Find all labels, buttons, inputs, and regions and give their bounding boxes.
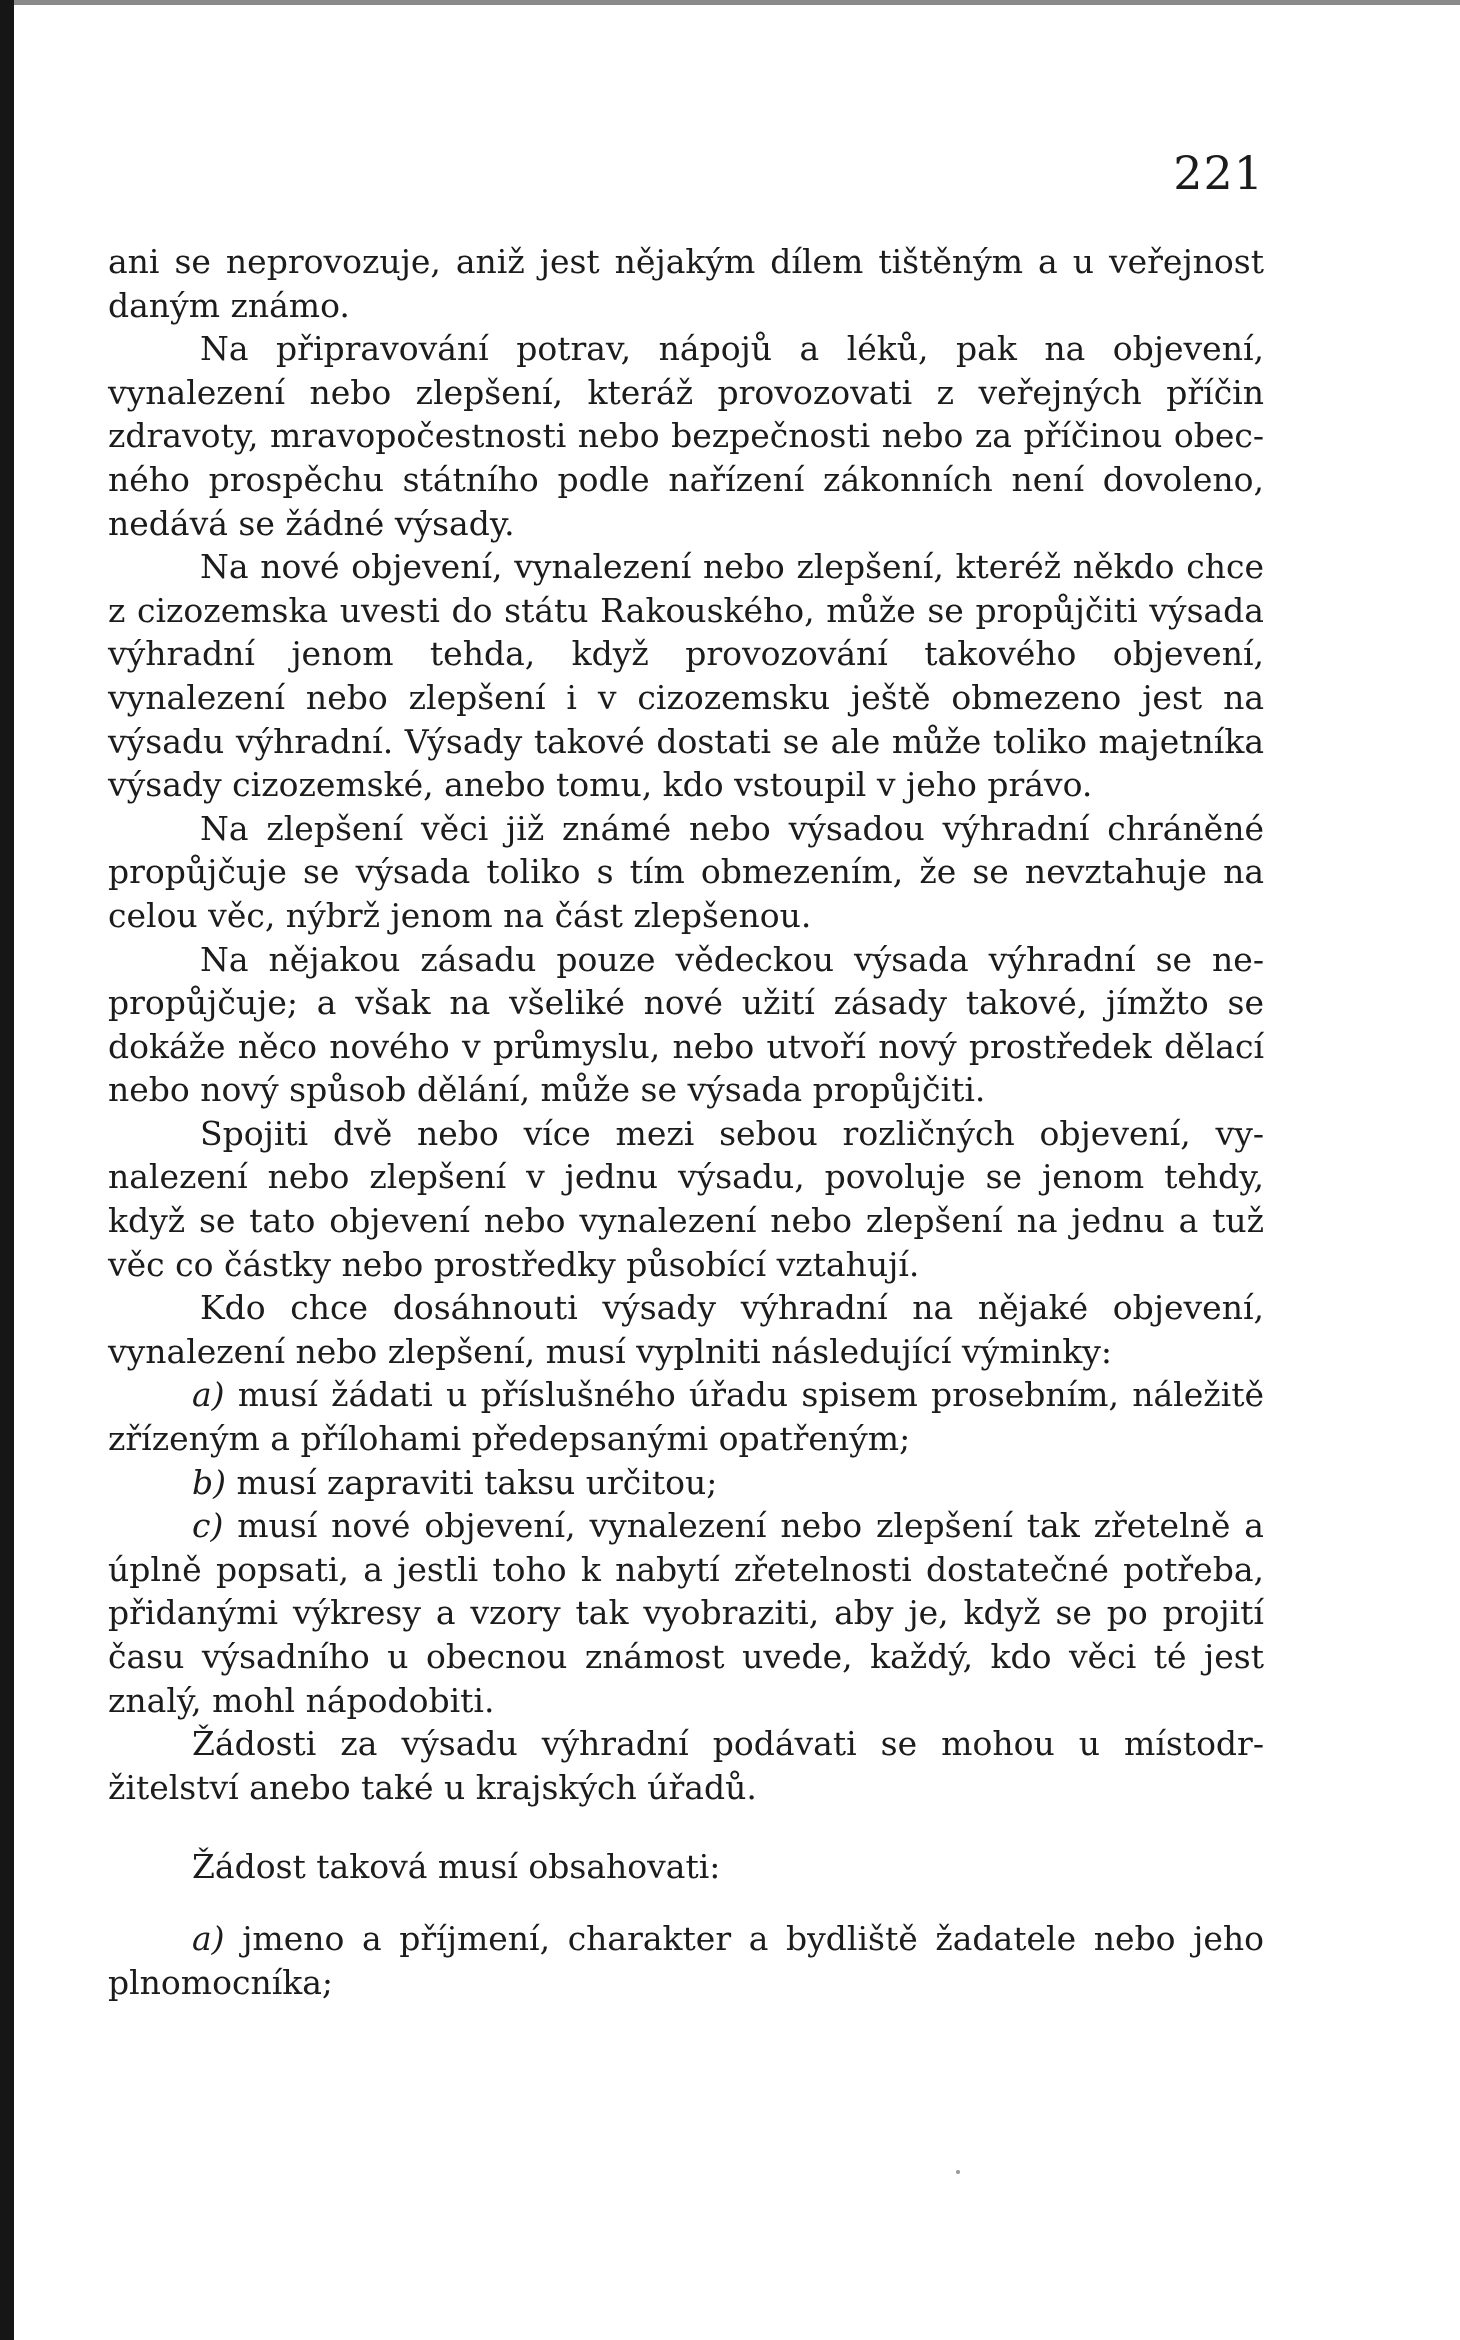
paragraph-foreign-inventions: Na nové objevení, vynalezení nebo zlepšení, kteréž někdo chce z cizozemska uvesti do státu Rakouského, může se propůjčiti výsada výhradní jenom tehda, když provozování takového objevení, vynalezení nebo zlepšení i v cizozemsku ještě obmezeno jest na výsadu výhradní. Výsady takové dostati se ale může toliko majetníka výsady cizozemské, anebo tomu, kdo vstoupil v jeho právo. <box>108 547 1264 805</box>
paragraph-food-drink-medicine: Na připravování potrav, nápojů a léků, pak na objevení, vynalezení nebo zlepšení, kteráž provozovati z veřejných příčin zdravoty, mravopočestnosti nebo bezpečnosti nebo za příčinou obecného prospěchu státního podle nařízení zákonních není dovoleno, nedává se žádné výsady. <box>108 329 1264 543</box>
condition-item-b <box>108 1461 1264 1505</box>
condition-letter: c) <box>192 1506 224 1546</box>
condition-letter: a) <box>192 1375 225 1415</box>
scan-top-edge <box>14 0 1460 5</box>
content-text: jmeno a příjmení, charakter a bydliště žadatele nebo jeho plnomocníka; <box>108 1918 1264 2002</box>
book-page <box>108 146 1264 2004</box>
page-number: 221 <box>1173 146 1264 200</box>
content-letter: a) <box>192 1918 225 1958</box>
condition-item-c <box>108 1504 1264 1722</box>
page-body <box>108 240 1264 2004</box>
content-item-a <box>108 1917 1264 2004</box>
paragraph-improvements: Na zlepšení věci již známé nebo výsadou výhradní chráněné propůjčuje se výsada toliko s tím obmezením, že se nevztahuje na celou věc, nýbrž jenom na část zlepšenou. <box>108 808 1264 935</box>
paragraph-scientific-principle: Na nějakou zásadu pouze vědeckou výsada výhradní se nepropůjčuje; a však na všeliké nové užití zásady takové, jímžto se dokáže něco nového v průmyslu, nebo utvoří nový prostředek dělací nebo nový spůsob dělání, může se výsada propůjčiti. <box>108 939 1264 1110</box>
condition-text: musí zapraviti taksu určitou; <box>236 1462 718 1502</box>
condition-text: musí žádati u příslušného úřadu spisem prosebním, náležitě zřízeným a přílohami předepsanými opatřeným; <box>108 1375 1264 1459</box>
condition-text: musí nové objevení, vynalezení nebo zlepšení tak zřetelně a úplně popsati, a jestli toho k nabytí zřetelnosti dostatečné potřeba, přidanými výkresy a vzory tak vyobraziti, aby je, když se po projití času výsadního u obecnou známost uvede, každý, kdo věci té jest znalý, mohl nápodobiti. <box>108 1506 1264 1720</box>
paragraph-conditions-intro: Kdo chce dosáhnouti výsady výhradní na nějaké objevení, vynalezení nebo zlepšení, musí vyplniti následující výminky: <box>108 1288 1264 1371</box>
paragraph-combined-privileges: Spojiti dvě nebo více mezi sebou rozličných objevení, vynalezení nebo zlepšení v jednu výsadu, povoluje se jenom tehdy, když se tato objevení nebo vynalezení nebo zlepšení na jednu a tuž věc co částky nebo prostředky působící vztahují. <box>108 1113 1264 1284</box>
condition-letter: b) <box>192 1462 226 1502</box>
section-heading: Žádost taková musí obsahovati: <box>192 1847 721 1887</box>
paragraph-where-to-apply: Žádosti za výsadu výhradní podávati se mohou u místodržitelství anebo také u krajských úřadů. <box>108 1724 1264 1807</box>
paragraph-continuation: ani se neprovozuje, aniž jest nějakým dílem tištěným a u veřejnost daným známo. <box>108 242 1264 325</box>
scan-binding-edge <box>0 0 14 2340</box>
scan-speck <box>956 2170 960 2174</box>
condition-item-a <box>108 1373 1264 1460</box>
